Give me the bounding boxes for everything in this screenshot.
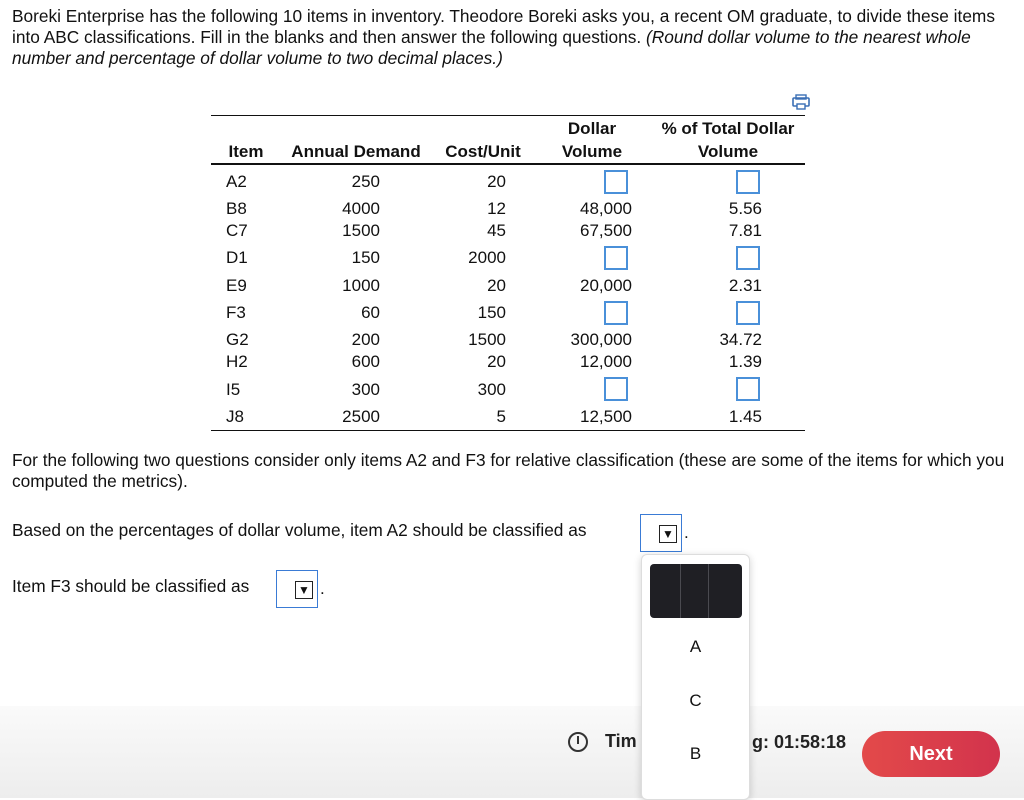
percent-cell: 1.39 [728,352,762,371]
header-percent-total [652,117,804,163]
clock-icon [568,732,588,752]
a2-percent-input[interactable] [736,170,760,194]
header-dollar-volume-line1: Dollar [567,119,617,138]
percent-cell: 34.72 [719,330,762,349]
header-percent-line2: Volume [697,142,759,161]
item-cell: E9 [226,276,247,295]
header-cost-unit: Cost/Unit [445,142,521,161]
f3-percent-input[interactable] [736,301,760,325]
dollar-volume-cell: 20,000 [580,276,632,295]
i5-percent-input[interactable] [736,377,760,401]
dollar-volume-cell: 12,000 [580,352,632,371]
a2-dollar-volume-input[interactable] [604,170,628,194]
demand-cell: 300 [351,380,380,399]
demand-cell: 4000 [342,199,380,218]
menu-option-b[interactable]: B [689,744,702,763]
table-top-rule [211,115,805,116]
cost-cell: 5 [496,407,506,426]
header-dollar-volume-line2: Volume [561,142,623,161]
classification-dropdown-menu [641,554,750,800]
item-cell: C7 [226,221,248,240]
item-cell: A2 [226,172,247,191]
header-percent-line1: % of Total Dollar [661,119,795,138]
percent-cell: 1.45 [728,407,762,426]
demand-cell: 1500 [342,221,380,240]
menu-option-a[interactable]: A [689,637,702,656]
a2-classification-dropdown[interactable] [640,514,682,552]
item-cell: B8 [226,199,247,218]
blank-divider [680,564,681,618]
item-cell: H2 [226,352,248,371]
cost-cell: 2000 [468,248,506,267]
item-cell: G2 [226,330,249,349]
demand-cell: 200 [351,330,380,349]
table-header-rule [211,163,805,165]
cost-cell: 12 [487,199,506,218]
timer-value: g: 01:58:18 [752,732,847,752]
demand-cell: 1000 [342,276,380,295]
next-button[interactable]: Next [862,731,1000,777]
timer-label: Tim [605,731,637,751]
header-annual-demand: Annual Demand [291,142,421,161]
demand-cell: 150 [351,248,380,267]
item-cell: J8 [226,407,244,426]
dollar-volume-cell: 12,500 [580,407,632,426]
cost-cell: 20 [487,172,506,191]
percent-cell: 7.81 [728,221,762,240]
question-f3-period: . [320,579,325,598]
dollar-volume-cell: 300,000 [570,330,632,349]
item-cell: D1 [226,248,248,267]
cost-cell: 20 [487,276,506,295]
menu-option-blank[interactable] [650,564,742,618]
instructions [12,6,1012,69]
header-dollar-volume [548,117,636,163]
question-a2-text: Based on the percentages of dollar volume, item A2 should be classified as [12,520,587,540]
blank-divider [708,564,709,618]
header-item: Item [228,142,264,161]
percent-cell: 2.31 [728,276,762,295]
f3-classification-dropdown[interactable] [276,570,318,608]
dollar-volume-cell: 48,000 [580,199,632,218]
menu-option-c[interactable]: C [689,691,702,710]
cost-cell: 300 [477,380,506,399]
question-intro: For the following two questions consider only items A2 and F3 for relative classification (these are some of the items for which you computed the metrics). [12,450,1005,491]
d1-percent-input[interactable] [736,246,760,270]
demand-cell: 600 [351,352,380,371]
table-bottom-rule [211,430,805,431]
f3-dollar-volume-input[interactable] [604,301,628,325]
dollar-volume-cell: 67,500 [580,221,632,240]
print-icon[interactable] [792,94,810,110]
d1-dollar-volume-input[interactable] [604,246,628,270]
rounding-note: (Round dollar volume to the nearest whole number and percentage of dollar volume to two decimal places.) [12,27,971,68]
i5-dollar-volume-input[interactable] [604,377,628,401]
item-cell: I5 [226,380,241,399]
demand-cell: 2500 [342,407,380,426]
cost-cell: 45 [487,221,506,240]
chevron-down-icon: ▼ [295,581,313,599]
instructions-text: Boreki Enterprise has the following 10 items in inventory. Theodore Boreki asks you, a recent OM graduate, to divide these items into ABC classifications. Fill in the blanks and then answer the following questions. [12,6,995,47]
demand-cell: 60 [361,303,380,322]
question-a2-period: . [684,523,689,542]
chevron-down-icon: ▼ [659,525,677,543]
cost-cell: 20 [487,352,506,371]
item-cell: F3 [226,303,246,322]
cost-cell: 150 [477,303,506,322]
question-f3-text: Item F3 should be classified as [12,576,250,596]
percent-cell: 5.56 [728,199,762,218]
demand-cell: 250 [351,172,380,191]
cost-cell: 1500 [468,330,506,349]
